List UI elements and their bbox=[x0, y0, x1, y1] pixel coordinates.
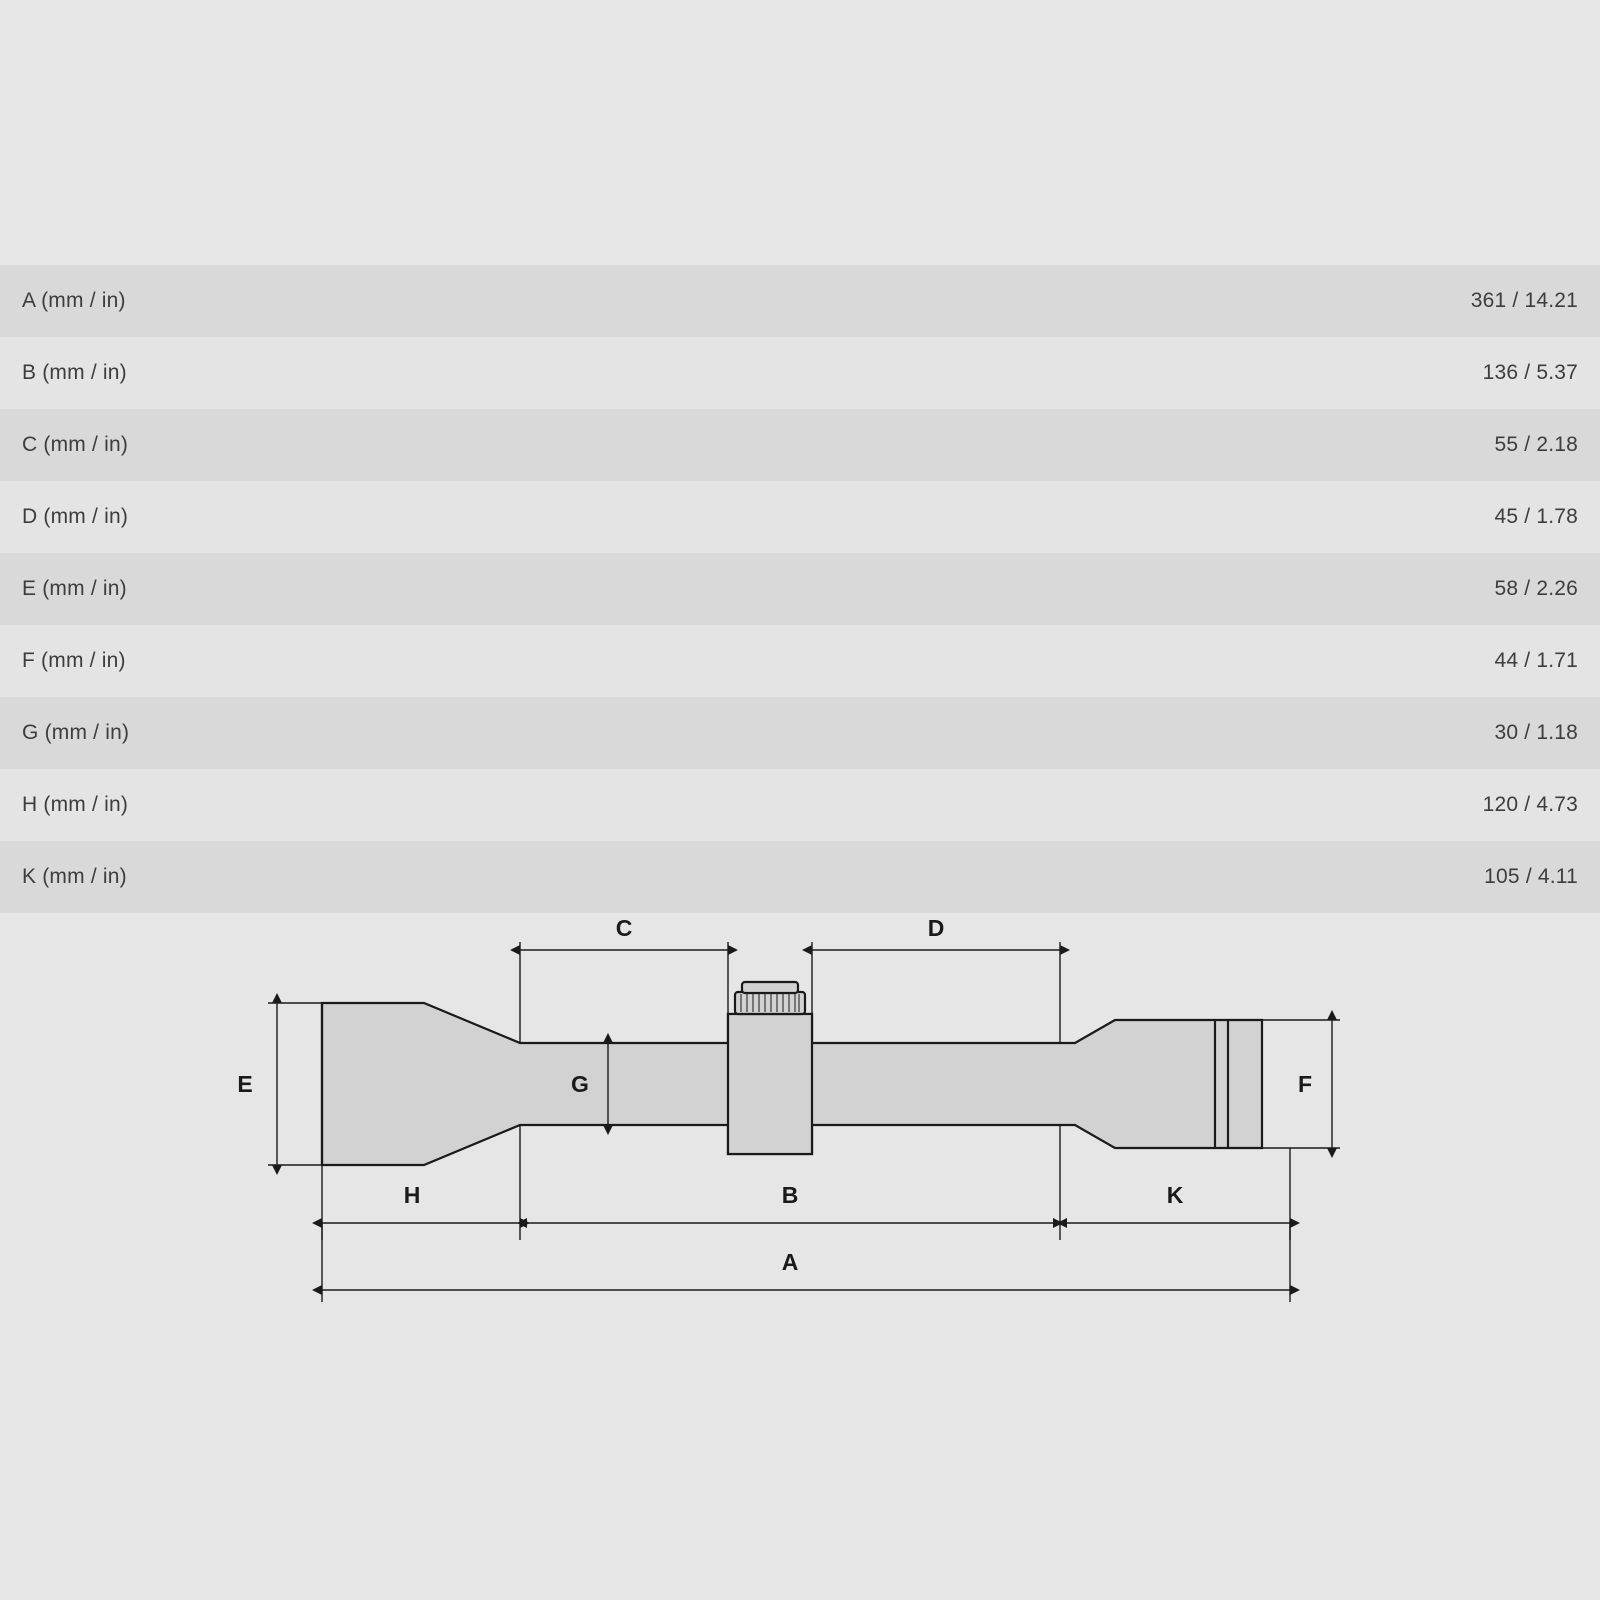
dimension-label-a: A bbox=[781, 1249, 799, 1275]
table-row bbox=[0, 769, 1600, 841]
spec-value: 136 / 5.37 bbox=[1482, 361, 1578, 384]
dimension-label-d: D bbox=[927, 920, 945, 941]
dimension-label-e: E bbox=[237, 1071, 253, 1097]
table-row bbox=[0, 625, 1600, 697]
table-row bbox=[0, 265, 1600, 337]
spec-value: 361 / 14.21 bbox=[1470, 289, 1578, 312]
spec-value: 120 / 4.73 bbox=[1482, 793, 1578, 816]
dimension-label-f: F bbox=[1297, 1071, 1313, 1097]
spec-label: C (mm / in) bbox=[22, 433, 129, 456]
spec-label: B (mm / in) bbox=[22, 361, 127, 384]
dimension-label-h: H bbox=[403, 1182, 421, 1208]
table-row bbox=[0, 337, 1600, 409]
table-row bbox=[0, 841, 1600, 913]
dimension-label-b: B bbox=[781, 1182, 799, 1208]
spec-label: E (mm / in) bbox=[22, 577, 127, 600]
riflescope-diagram bbox=[0, 920, 1600, 1350]
spec-value: 45 / 1.78 bbox=[1494, 505, 1578, 528]
table-row bbox=[0, 409, 1600, 481]
spec-value: 44 / 1.71 bbox=[1494, 649, 1578, 672]
table-row bbox=[0, 481, 1600, 553]
spec-label: K (mm / in) bbox=[22, 865, 127, 888]
spec-label: H (mm / in) bbox=[22, 793, 129, 816]
turret-housing bbox=[728, 1014, 812, 1154]
dimension-c bbox=[520, 942, 728, 1043]
spec-label: D (mm / in) bbox=[22, 505, 129, 528]
table-row bbox=[0, 553, 1600, 625]
dimension-d bbox=[812, 942, 1060, 1043]
spec-value: 105 / 4.11 bbox=[1484, 865, 1578, 888]
dimension-e bbox=[268, 1003, 322, 1165]
spec-value: 30 / 1.18 bbox=[1494, 721, 1578, 744]
spec-value: 58 / 2.26 bbox=[1494, 577, 1578, 600]
dimension-label-c: C bbox=[615, 920, 633, 941]
spec-label: A (mm / in) bbox=[22, 289, 126, 312]
table-row bbox=[0, 697, 1600, 769]
spec-label: G (mm / in) bbox=[22, 721, 130, 744]
diagram-svg bbox=[0, 920, 1600, 1350]
spec-value: 55 / 2.18 bbox=[1494, 433, 1578, 456]
dimension-a bbox=[322, 1223, 1290, 1302]
dimension-label-k: K bbox=[1166, 1182, 1184, 1208]
spec-label: F (mm / in) bbox=[22, 649, 126, 672]
dimension-label-g: G bbox=[571, 1071, 589, 1097]
spec-table bbox=[0, 265, 1600, 913]
